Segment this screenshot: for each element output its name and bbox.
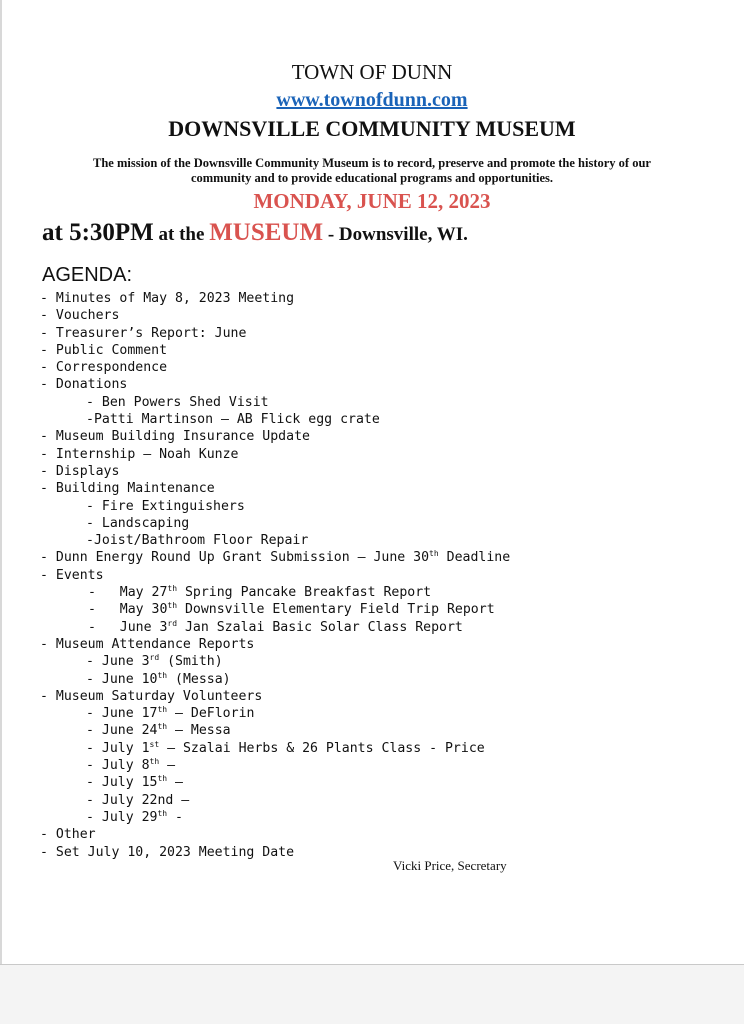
agenda-item: [40, 359, 510, 376]
agenda-item-text: -Patti Martinson – AB Flick egg crate: [86, 412, 380, 428]
agenda-item-text: - Events: [40, 567, 104, 583]
agenda-item-text: - Dunn Energy Round Up Grant Submission – June 30: [40, 550, 430, 566]
agenda-item-text-after: –: [159, 758, 176, 774]
agenda-item: [40, 480, 510, 497]
ordinal-suffix: st: [149, 739, 160, 749]
ordinal-suffix: th: [167, 584, 178, 594]
agenda-item-text-after: Jan Szalai Basic Solar Class Report: [177, 619, 463, 635]
agenda-item: [40, 290, 510, 307]
at-the-text: at the: [153, 224, 210, 245]
agenda-item-text: - Displays: [40, 463, 120, 479]
agenda-item-text: - June 24: [86, 723, 158, 739]
agenda-item: [40, 584, 510, 601]
agenda-item-text: - July 15: [86, 775, 158, 791]
agenda-item-text-after: Downsville Elementary Field Trip Report: [177, 602, 495, 618]
agenda-item-text: - June 3: [88, 619, 168, 635]
agenda-item-text: - May 27: [88, 585, 168, 601]
agenda-item-text: - July 8: [86, 758, 150, 774]
meeting-date: MONDAY, JUNE 12, 2023: [253, 189, 491, 213]
agenda-item: [40, 688, 510, 705]
agenda-item-text: - Set July 10, 2023 Meeting Date: [40, 844, 295, 860]
agenda-item: [40, 757, 510, 774]
ordinal-suffix: th: [157, 722, 168, 732]
agenda-item: [40, 567, 510, 584]
ordinal-suffix: th: [157, 705, 168, 715]
agenda-item-text-after: Deadline: [438, 550, 511, 566]
mission-statement: The mission of the Downsville Community Museum is to record, preserve and promote the history of our community and to provide educational programs and opportunities.: [93, 156, 651, 185]
agenda-item: [40, 376, 510, 393]
agenda-item: [40, 411, 510, 428]
agenda-item: [40, 342, 510, 359]
agenda-item-text-after: (Messa): [167, 671, 231, 687]
agenda-item-text-after: – DeFlorin: [167, 706, 255, 722]
agenda-item-text-after: – Messa: [167, 723, 231, 739]
agenda-item-text-after: Spring Pancake Breakfast Report: [177, 585, 432, 601]
ordinal-suffix: th: [157, 774, 168, 784]
agenda-item: [40, 671, 510, 688]
agenda-item: [40, 722, 510, 739]
agenda-item-text: - Treasurer’s Report: June: [40, 325, 247, 341]
agenda-item-text: - Ben Powers Shed Visit: [86, 394, 269, 410]
agenda-item-text: - June 17: [86, 706, 158, 722]
meeting-city: - Downsville, WI.: [323, 224, 468, 245]
agenda-item-text: - Minutes of May 8, 2023 Meeting: [40, 291, 295, 306]
agenda-item-text: - July 29: [86, 809, 158, 825]
agenda-item: [40, 532, 510, 549]
agenda-item-text: - Museum Saturday Volunteers: [40, 688, 263, 704]
ordinal-suffix: rd: [167, 618, 178, 628]
agenda-item-text: - June 3: [86, 654, 150, 670]
agenda-item-text: - Public Comment: [40, 342, 168, 358]
agenda-item-text: - June 10: [86, 671, 158, 687]
agenda-item-text: - Building Maintenance: [40, 481, 215, 497]
agenda-item: [40, 307, 510, 324]
agenda-list: [40, 290, 510, 861]
agenda-heading: AGENDA:: [42, 264, 133, 286]
agenda-item: [40, 549, 510, 566]
agenda-item: [40, 463, 510, 480]
ordinal-suffix: th: [157, 670, 168, 680]
secretary-signature: Vicki Price, Secretary: [393, 858, 507, 873]
agenda-item: [40, 705, 510, 722]
page-edge: [0, 0, 2, 964]
agenda-item: [40, 792, 510, 809]
agenda-item: [40, 809, 510, 826]
agenda-item: [40, 653, 510, 670]
town-name: TOWN OF DUNN: [291, 60, 453, 84]
agenda-item-text-after: -: [167, 809, 183, 825]
agenda-item-text: - Other: [40, 827, 96, 843]
agenda-item-text: - May 30: [88, 602, 168, 618]
scan-background: [0, 965, 744, 1024]
agenda-item-text: - Vouchers: [40, 308, 120, 324]
website-link[interactable]: www.townofdunn.com: [276, 89, 468, 111]
agenda-item: [40, 325, 510, 342]
agenda-item: [40, 394, 510, 411]
meeting-place: MUSEUM: [209, 219, 324, 246]
ordinal-suffix: th: [157, 808, 168, 818]
museum-title: DOWNSVILLE COMMUNITY MUSEUM: [168, 116, 576, 141]
ordinal-suffix: th: [429, 549, 439, 559]
agenda-item-text: - Correspondence: [40, 360, 168, 376]
agenda-item-text: - Fire Extinguishers: [86, 498, 245, 514]
agenda-item-text: - July 1: [86, 740, 150, 756]
agenda-item-text-after: –: [167, 775, 183, 791]
agenda-item: [40, 740, 510, 757]
agenda-item: [40, 619, 510, 636]
ordinal-suffix: th: [149, 757, 160, 767]
agenda-item: [40, 515, 510, 532]
agenda-item-text: -Joist/Bathroom Floor Repair: [86, 533, 309, 549]
agenda-item: [40, 636, 510, 653]
agenda-item: [40, 498, 510, 515]
ordinal-suffix: th: [167, 601, 178, 611]
ordinal-suffix: rd: [149, 653, 160, 663]
meeting-time: at 5:30PM: [42, 219, 154, 246]
agenda-item-text-after: (Smith): [159, 654, 223, 670]
meeting-time-location: [42, 219, 468, 247]
agenda-item: [40, 428, 510, 445]
agenda-item-text: - July 22nd –: [86, 792, 190, 808]
agenda-item-text: - Landscaping: [86, 515, 190, 531]
agenda-item-text-after: – Szalai Herbs & 26 Plants Class - Price: [159, 740, 485, 756]
agenda-item: [40, 826, 510, 843]
agenda-item: [40, 446, 510, 463]
agenda-item-text: - Donations: [40, 377, 128, 393]
agenda-item: [40, 601, 510, 618]
agenda-item-text: - Museum Attendance Reports: [40, 636, 255, 652]
agenda-item: [40, 774, 510, 791]
agenda-item-text: - Internship – Noah Kunze: [40, 446, 239, 462]
agenda-item-text: - Museum Building Insurance Update: [40, 429, 310, 445]
